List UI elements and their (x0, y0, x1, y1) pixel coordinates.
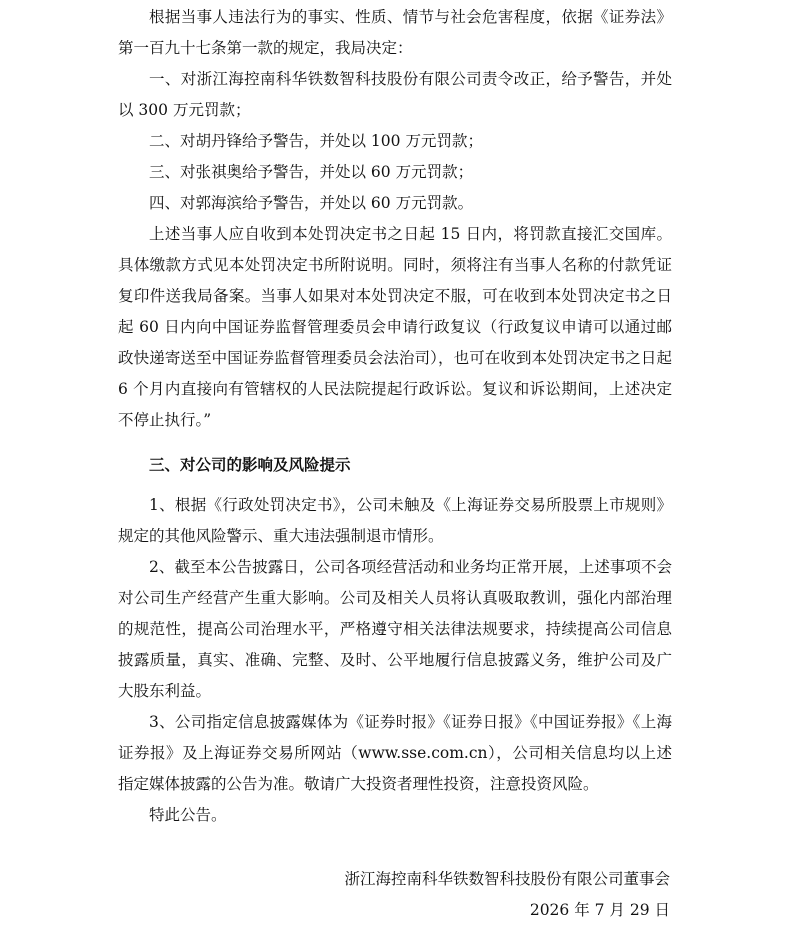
penalty-item-hu: 二、对胡丹锋给予警告，并处以 100 万元罚款； (149, 132, 483, 150)
risk-point-2: 2、截至本公告披露日，公司各项经营活动和业务均正常开展，上述事项不会对公司生产经营产生重大影响。公司及相关人员将认真吸取教训，强化内部治理的规范性，提高公司治理水平，严格遵守相关法律法规要求，持续提高公司信息披露质量，真实、准确、完整、及时、公平地履行信息披露义务，维护公司及广大股东利益。 (118, 558, 672, 700)
penalty-item-company: 一、对浙江海控南科华铁数智科技股份有限公司责令改正，给予警告，并处以 300 万元罚款； (118, 70, 672, 119)
risk-point-3: 3、公司指定信息披露媒体为《证券时报》《证券日报》《中国证券报》《上海证券报》及上海证券交易所网站（www.sse.com.cn），公司相关信息均以上述指定媒体披露的公告为准。敬请广大投资者理性投资，注意投资风险。 (118, 713, 672, 793)
closing-statement: 特此公告。 (149, 806, 227, 824)
penalty-item-guo: 四、对郭海滨给予警告，并处以 60 万元罚款。 (149, 194, 474, 212)
risk-point-1: 1、根据《行政处罚决定书》，公司未触及《上海证券交易所股票上市规则》规定的其他风险警示、重大违法强制退市情形。 (118, 496, 672, 545)
decision-basis-paragraph: 根据当事人违法行为的事实、性质、情节与社会危害程度，依据《证券法》第一百九十七条第一款的规定，我局决定： (118, 8, 672, 57)
payment-and-appeal-paragraph: 上述当事人应自收到本处罚决定书之日起 15 日内，将罚款直接汇交国库。具体缴款方式见本处罚决定书所附说明。同时，须将注有当事人名称的付款凭证复印件送我局备案。当事人如果对本处罚决定不服，可在收到本处罚决定书之日起 60 日内向中国证券监督管理委员会申请行政复议（行政复议申请可以通过邮政快递寄送至中国证券监督管理委员会法治司），也可在收到本处罚决定书之日起 6 个月内直接向有管辖权的人民法院提起行政诉讼。复议和诉讼期间，上述决定不停止执行。” (118, 225, 672, 429)
section-heading: 三、对公司的影响及风险提示 (149, 455, 351, 474)
penalty-item-zhang: 三、对张祺奥给予警告，并处以 60 万元罚款； (149, 163, 474, 181)
signature-company: 浙江海控南科华铁数智科技股份有限公司董事会 (344, 870, 670, 888)
signature-date: 2026 年 7 月 29 日 (529, 901, 670, 919)
